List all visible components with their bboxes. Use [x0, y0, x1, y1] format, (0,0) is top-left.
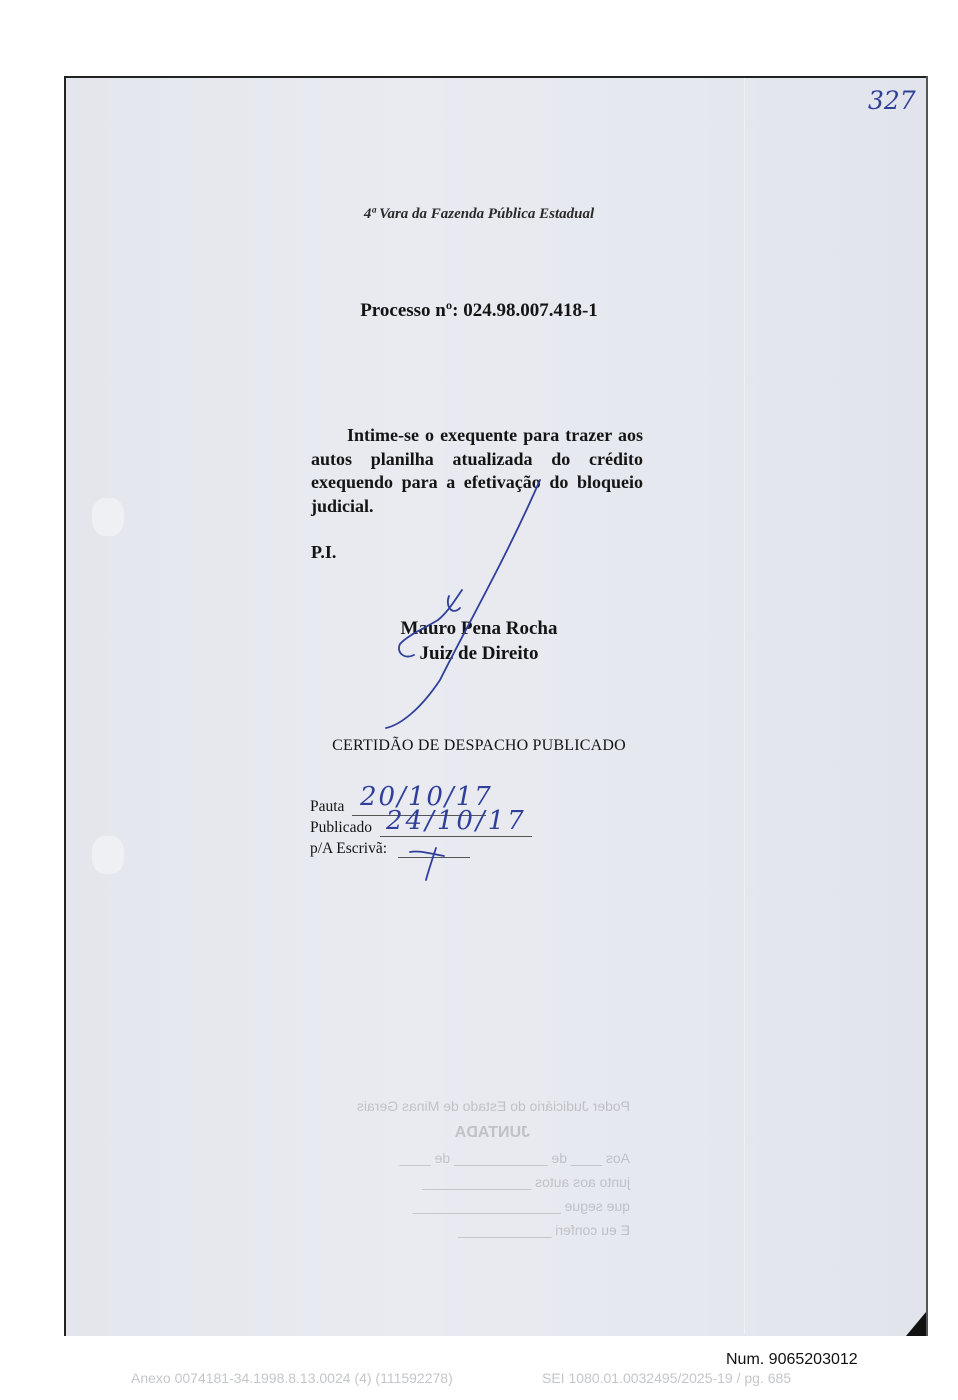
- stamp-line-4: junto aos autos ______________: [422, 1174, 630, 1190]
- judge-title: Juiz de Direito: [419, 643, 539, 664]
- certificate-heading: CERTIDÃO DE DESPACHO PUBLICADO: [332, 737, 626, 754]
- signature-flourish: [399, 590, 462, 657]
- stamp-line-5: que segue ___________________: [412, 1198, 630, 1214]
- dispatch-text: Intime-se o exequente para trazer aos autos planilha atualizada do crédito exequendo para a efetivação do bloqueio judicial.: [311, 425, 643, 516]
- stamp-line-6: E eu conferi ____________: [457, 1222, 630, 1238]
- publicado-date-handwritten: 24/10/17: [386, 806, 527, 836]
- footer-sei: SEI 1080.01.0032495/2025-19 / pg. 685: [542, 1370, 792, 1386]
- closing-pi: P.I.: [311, 542, 337, 562]
- signature-stroke-long: [386, 480, 540, 728]
- faded-stamp: [320, 1092, 640, 1262]
- process-label: Processo nº:: [360, 300, 459, 321]
- escriva-label: p/A Escrivã:: [310, 840, 388, 857]
- publicado-label: Publicado: [310, 819, 372, 836]
- judge-name: Mauro Pena Rocha: [400, 618, 558, 639]
- stamp-line-2: JUNTADA: [454, 1124, 530, 1141]
- signature-loop: [448, 596, 460, 611]
- pauta-label: Pauta: [310, 798, 345, 815]
- footer-annex: Anexo 0074181-34.1998.8.13.0024 (4) (111592278): [131, 1370, 453, 1386]
- handwritten-page-number: 327: [868, 86, 916, 115]
- pauta-date-handwritten: 20/10/17: [360, 782, 493, 812]
- document-number: Num. 9065203012: [726, 1351, 858, 1368]
- court-header: 4ª Vara da Fazenda Pública Estadual: [363, 206, 595, 222]
- process-value: 024.98.007.418-1: [463, 300, 598, 321]
- stamp-line-1: Poder Judiciário do Estado de Minas Gerais: [356, 1098, 630, 1114]
- escriva-initial: [410, 848, 444, 880]
- stamp-line-3: Aos ____ de ____________ de ____: [399, 1150, 630, 1166]
